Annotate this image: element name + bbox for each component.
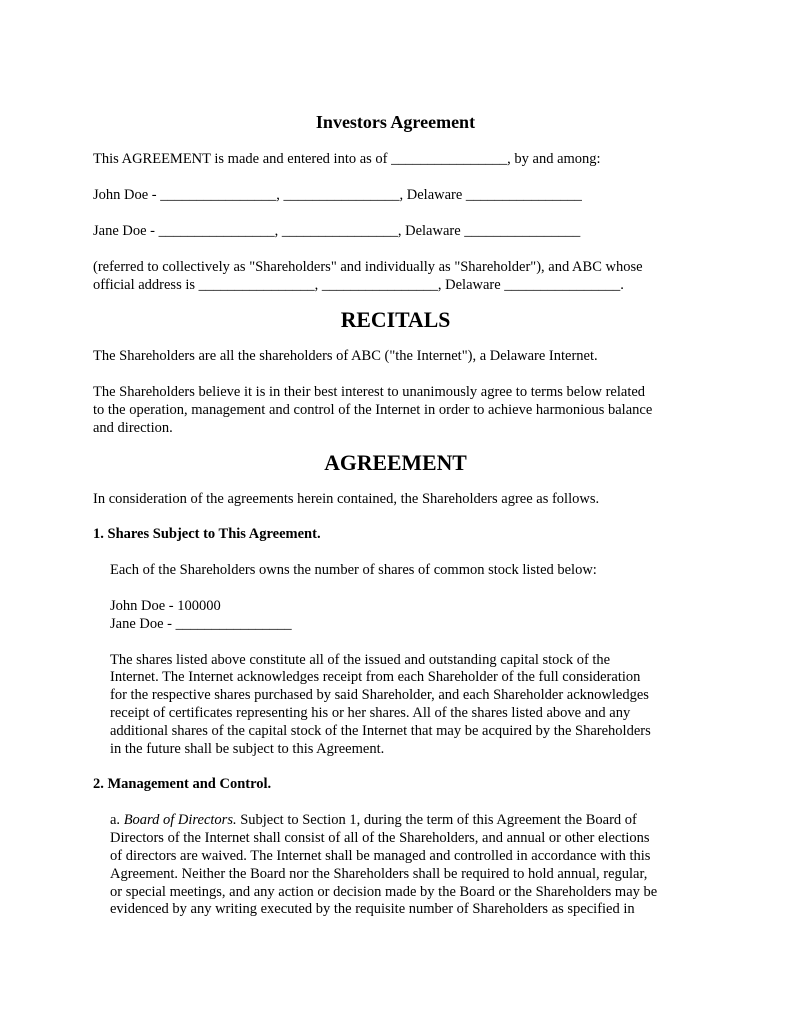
section-2a-line-5: or special meetings, and any action or decision made by the Board or the Shareholders may be xyxy=(110,884,658,900)
section-2a-line-2: Directors of the Internet shall consist of all of the Shareholders, and annual or other elections xyxy=(110,830,650,846)
section-2a-line-1 xyxy=(110,811,637,829)
section-1-intro: Each of the Shareholders owns the number of shares of common stock listed below: xyxy=(110,562,597,578)
recital-2-line-2: to the operation, management and control of the Internet in order to achieve harmonious balance xyxy=(93,402,653,418)
shares-jane-doe: Jane Doe - ________________ xyxy=(110,616,292,632)
section-1-para-line-4: receipt of certificates representing his or her shares. All of the shares listed above and any xyxy=(110,705,631,721)
section-1-para-line-5: additional shares of the capital stock of the Internet that may be acquired by the Shareholders xyxy=(110,723,651,739)
document-title: Investors Agreement xyxy=(315,112,476,132)
section-2a-line-3: of directors are waived. The Internet shall be managed and controlled in accordance with this xyxy=(110,848,651,864)
referred-line-1: (referred to collectively as "Shareholders" and individually as "Shareholder"), and ABC whose xyxy=(93,259,643,275)
agreement-heading: AGREEMENT xyxy=(324,451,467,475)
section-1-para-line-6: in the future shall be subject to this Agreement. xyxy=(110,741,385,757)
recital-2-line-3: and direction. xyxy=(93,420,173,436)
section-2a-line-6: evidenced by any writing executed by the requisite number of Shareholders as specified in xyxy=(110,901,635,917)
section-1-para-line-3: for the respective shares purchased by said Shareholder, and each Shareholder acknowledges xyxy=(110,687,649,703)
recital-2-line-1: The Shareholders believe it is in their best interest to unanimously agree to terms below related xyxy=(93,384,646,400)
section-1-heading: 1. Shares Subject to This Agreement. xyxy=(93,526,321,542)
section-1-para-line-1: The shares listed above constitute all of the issued and outstanding capital stock of the xyxy=(110,652,611,668)
section-2a-prefix: a. xyxy=(110,812,124,828)
section-1-para-line-2: Internet. The Internet acknowledges receipt from each Shareholder of the full consideration xyxy=(110,669,641,685)
referred-line-2: official address is ________________, ________________, Delaware ________________. xyxy=(93,277,624,293)
party-john-line: John Doe - ________________, ________________, Delaware ________________ xyxy=(93,187,582,203)
party-jane-line: Jane Doe - ________________, ________________, Delaware ________________ xyxy=(93,223,581,239)
consideration-line: In consideration of the agreements herein contained, the Shareholders agree as follows. xyxy=(93,491,600,507)
shares-john-doe: John Doe - 100000 xyxy=(110,598,221,614)
section-2a-line-1-rest: Subject to Section 1, during the term of this Agreement the Board of xyxy=(236,812,637,828)
section-2-heading: 2. Management and Control. xyxy=(93,776,272,792)
section-2a-line-4: Agreement. Neither the Board nor the Shareholders shall be required to hold annual, regular, xyxy=(110,866,648,882)
intro-line: This AGREEMENT is made and entered into as of ________________, by and among: xyxy=(93,151,601,167)
recitals-heading: RECITALS xyxy=(340,308,451,332)
section-2a-title: Board of Directors. xyxy=(123,812,237,828)
recital-1: The Shareholders are all the shareholders of ABC ("the Internet"), a Delaware Internet. xyxy=(93,348,598,364)
